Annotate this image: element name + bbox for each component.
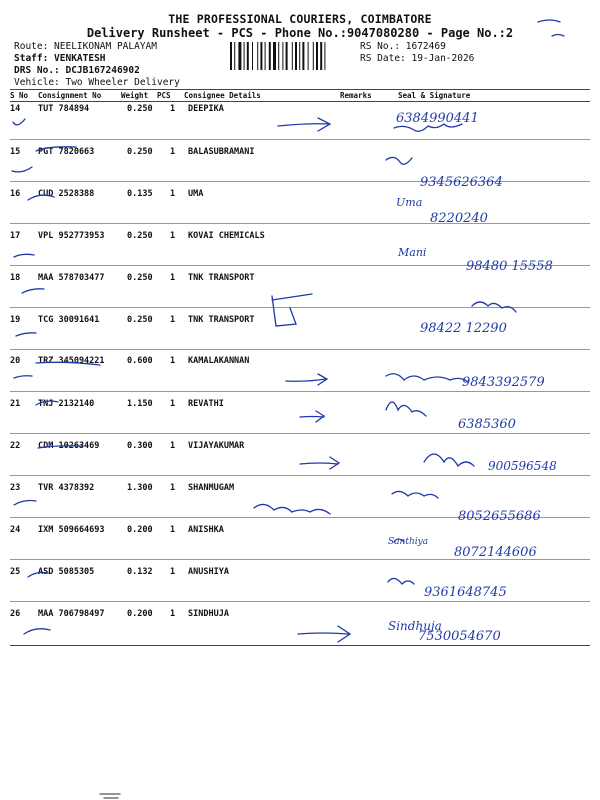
row-sno: 26 — [10, 609, 21, 619]
staff-label: Staff: VENKATESH — [14, 53, 106, 64]
row-consignee: ANISHKA — [188, 525, 224, 535]
barcode-bar — [265, 42, 266, 70]
row-weight: 0.600 — [127, 356, 153, 366]
row-consignee: KAMALAKANNAN — [188, 356, 250, 366]
table-row — [10, 147, 590, 189]
row-pcs: 1 — [170, 104, 176, 114]
barcode-bar — [273, 42, 276, 70]
hw-text: 8052655686 — [458, 509, 541, 524]
col-consignment: Consignment No — [38, 91, 102, 100]
row-sno: 22 — [10, 441, 21, 451]
row-pcs: 1 — [170, 273, 176, 283]
row-sno: 19 — [10, 315, 21, 325]
row-divider — [10, 181, 590, 182]
barcode-bar — [299, 42, 300, 70]
hw-text: 9361648745 — [424, 585, 507, 600]
barcode-bar — [230, 42, 232, 70]
barcode-bar — [292, 42, 293, 70]
row-consignment: VPL 952773953 — [38, 231, 105, 241]
row-weight: 1.150 — [127, 399, 153, 409]
row-pcs: 1 — [170, 356, 176, 366]
barcode-bar — [282, 42, 283, 70]
col-seal-signature: Seal & Signature — [398, 91, 471, 100]
table-header — [10, 91, 590, 101]
row-divider — [10, 475, 590, 476]
row-weight: 0.132 — [127, 567, 153, 577]
row-sno: 14 — [10, 104, 21, 114]
rs-date: RS Date: 19-Jan-2026 — [360, 53, 475, 64]
row-weight: 0.300 — [127, 441, 153, 451]
row-sno: 16 — [10, 189, 21, 199]
row-consignee: SHANMUGAM — [188, 483, 235, 493]
hw-text: 8072144606 — [454, 545, 537, 560]
row-consignment: TNJ 2132140 — [38, 399, 95, 409]
table-row — [10, 441, 590, 483]
barcode-bar — [244, 42, 245, 70]
table-row — [10, 273, 590, 315]
row-consignment: TUT 784894 — [38, 104, 90, 114]
row-pcs: 1 — [170, 609, 176, 619]
hw-text: 7530054670 — [418, 629, 501, 644]
row-consignment: TVR 4378392 — [38, 483, 95, 493]
row-divider — [10, 517, 590, 518]
row-divider — [10, 559, 590, 560]
barcode-bar — [320, 42, 322, 70]
row-consignee: TNK TRANSPORT — [188, 315, 255, 325]
table-row — [10, 231, 590, 273]
hw-text: 9345626364 — [420, 175, 503, 190]
row-divider — [10, 307, 590, 308]
barcode-bar — [260, 42, 262, 70]
hw-text: 98422 12290 — [420, 321, 507, 336]
row-weight: 1.300 — [127, 483, 153, 493]
table-header-rule — [10, 101, 590, 102]
barcode-bar — [238, 42, 241, 70]
row-divider — [10, 223, 590, 224]
hw-text: Mani — [398, 246, 427, 259]
table-row — [10, 567, 590, 609]
row-sno: 21 — [10, 399, 21, 409]
row-sno: 25 — [10, 567, 21, 577]
rs-number: RS No.: 1672469 — [360, 41, 446, 52]
company-name: THE PROFESSIONAL COURIERS, COIMBATORE — [168, 12, 432, 26]
barcode-bar — [316, 42, 318, 70]
barcode-bar — [302, 42, 304, 70]
hw-text: 9843392579 — [462, 375, 545, 390]
col-pcs: PCS — [157, 91, 171, 100]
row-consignee: REVATHI — [188, 399, 224, 409]
row-consignment: IXM 509664693 — [38, 525, 105, 535]
row-pcs: 1 — [170, 483, 176, 493]
row-consignee: VIJAYAKUMAR — [188, 441, 245, 451]
row-pcs: 1 — [170, 441, 176, 451]
barcode-bar — [313, 42, 314, 70]
row-pcs: 1 — [170, 189, 176, 199]
hw-text: Sindhuja — [388, 619, 442, 633]
row-weight: 0.250 — [127, 315, 153, 325]
row-sno: 24 — [10, 525, 21, 535]
row-divider — [10, 433, 590, 434]
row-consignment: TCG 30091641 — [38, 315, 100, 325]
row-consignment: MAA 578703477 — [38, 273, 105, 283]
col-sno: S No — [10, 91, 29, 100]
row-consignee: DEEPIKA — [188, 104, 224, 114]
drs-label: DRS No.: DCJB167246902 — [14, 65, 140, 76]
barcode-bar — [286, 42, 288, 70]
barcode-bar — [234, 42, 235, 70]
route-label: Route: NEELIKONAM PALAYAM — [14, 41, 157, 52]
scan-mark — [100, 794, 120, 798]
row-consignment: CDM 10263469 — [38, 441, 100, 451]
hw-text: 900596548 — [488, 459, 557, 473]
col-consignee: Consignee Details — [184, 91, 261, 100]
row-sno: 15 — [10, 147, 21, 157]
barcode-bar — [295, 42, 297, 70]
hw-text: 98480 15558 — [466, 259, 553, 274]
hw-text: 6384990441 — [396, 111, 479, 126]
barcode-bar — [324, 42, 325, 70]
row-sno: 17 — [10, 231, 21, 241]
table-row — [10, 525, 590, 567]
row-consignee: UMA — [188, 189, 204, 199]
barcode-bar — [308, 42, 309, 70]
row-divider — [10, 139, 590, 140]
barcode-bar — [252, 42, 253, 70]
row-weight: 0.200 — [127, 609, 153, 619]
row-consignment: ASD 5085305 — [38, 567, 95, 577]
row-consignment: CUD 2528388 — [38, 189, 95, 199]
row-divider — [10, 265, 590, 266]
row-pcs: 1 — [170, 147, 176, 157]
row-weight: 0.250 — [127, 104, 153, 114]
hw-text: 6385360 — [458, 417, 516, 432]
row-pcs: 1 — [170, 567, 176, 577]
col-weight: Weight — [121, 91, 149, 100]
row-weight: 0.250 — [127, 273, 153, 283]
barcode-bar — [247, 42, 249, 70]
table-row — [10, 399, 590, 441]
col-remarks: Remarks — [340, 91, 372, 100]
row-weight: 0.250 — [127, 147, 153, 157]
hw-text: Uma — [396, 196, 423, 209]
row-pcs: 1 — [170, 231, 176, 241]
row-consignment: MAA 706798497 — [38, 609, 105, 619]
hw-text: 8220240 — [430, 211, 488, 226]
row-sno: 18 — [10, 273, 21, 283]
row-pcs: 1 — [170, 525, 176, 535]
table-row — [10, 189, 590, 231]
row-weight: 0.135 — [127, 189, 153, 199]
barcode-bar — [257, 42, 258, 70]
row-sno: 23 — [10, 483, 21, 493]
runsheet-title: Delivery Runsheet - PCS - Phone No.:9047080280 - Page No.:2 — [86, 26, 514, 40]
hw-text: Santhiya — [388, 537, 429, 547]
row-consignment: PGT 7820663 — [38, 147, 95, 157]
header-left — [14, 41, 180, 89]
row-sno: 20 — [10, 356, 21, 366]
row-consignee: TNK TRANSPORT — [188, 273, 255, 283]
row-weight: 0.250 — [127, 231, 153, 241]
row-consignee: BALASUBRAMANI — [188, 147, 255, 157]
row-divider — [10, 391, 590, 392]
row-divider — [10, 349, 590, 350]
barcode-bar — [269, 42, 271, 70]
row-consignee: ANUSHIYA — [188, 567, 229, 577]
row-pcs: 1 — [170, 315, 176, 325]
row-pcs: 1 — [170, 399, 176, 409]
table-row — [10, 315, 590, 357]
table-row — [10, 483, 590, 525]
barcode-bar — [278, 42, 279, 70]
table-top-rule — [10, 89, 590, 90]
row-divider — [10, 601, 590, 602]
row-consignment: TRZ 345094221 — [38, 356, 105, 366]
vehicle-label: Vehicle: Two Wheeler Delivery — [14, 77, 180, 88]
header-right — [360, 41, 474, 65]
barcode — [230, 42, 353, 70]
table-bottom-rule — [10, 645, 590, 646]
row-consignee: KOVAI CHEMICALS — [188, 231, 265, 241]
row-weight: 0.200 — [127, 525, 153, 535]
row-consignee: SINDHUJA — [188, 609, 229, 619]
